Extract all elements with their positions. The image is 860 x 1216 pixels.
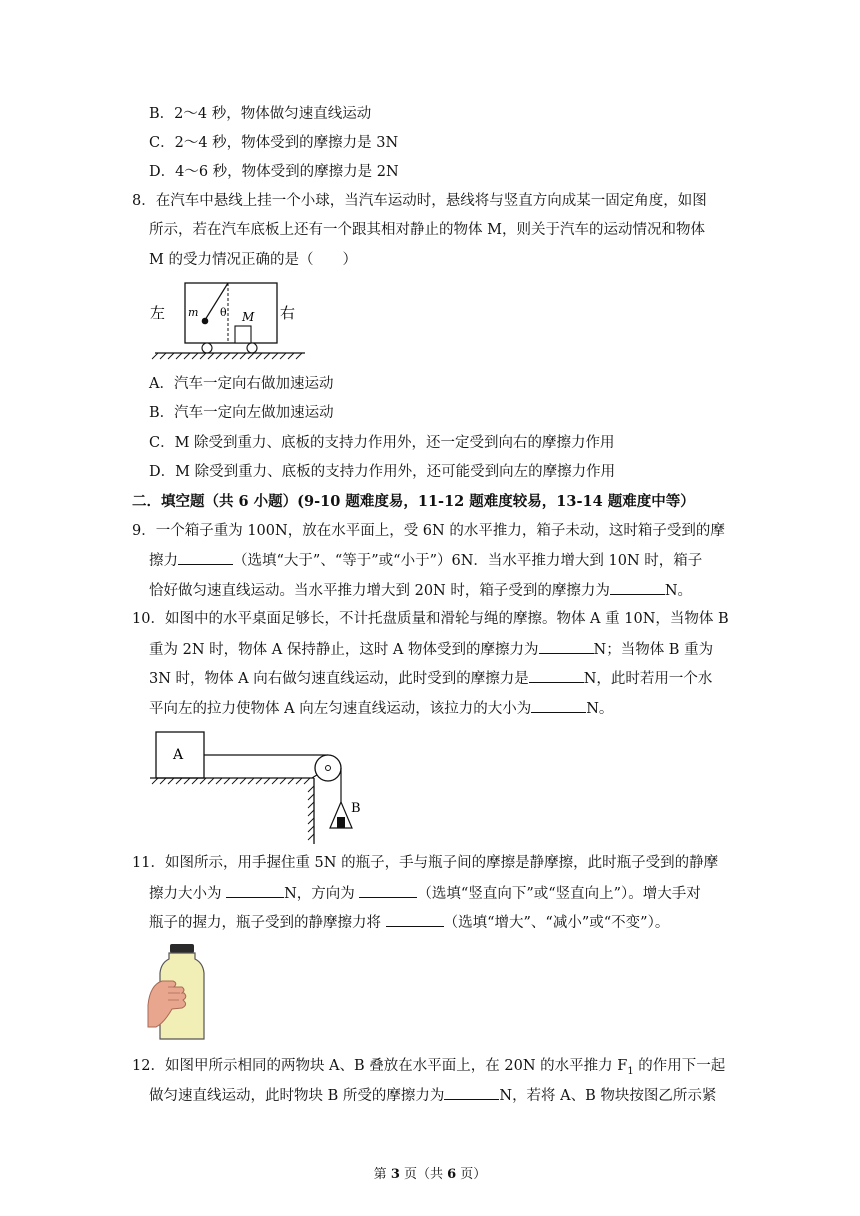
q10-line-1: 10．如图中的水平桌面足够长，不计托盘质量和滑轮与绳的摩擦。物体 A 重 10N，当物体 B	[132, 611, 729, 627]
q8-line-1: 8．在汽车中悬线上挂一个小球，当汽车运动时，悬线将与竖直方向成某一固定角度，如图	[132, 193, 707, 209]
q8-option-b: B．汽车一定向左做加速运动	[149, 405, 334, 421]
q11-line-3	[149, 912, 669, 933]
fig-label-right: 右	[280, 304, 296, 322]
q12-line-2	[149, 1085, 716, 1106]
weight-B	[337, 817, 345, 828]
q9-blank-1[interactable]	[178, 550, 233, 565]
q10-line-2	[149, 639, 713, 660]
fig-label-m: m	[188, 306, 199, 319]
footer-middle: 页（共	[399, 1167, 448, 1182]
q11-text-a: 擦力大小为	[149, 886, 227, 902]
fig-label-left: 左	[150, 304, 166, 322]
q10-text-b: N；当物体 B 重为	[593, 642, 714, 658]
q9-text-b: （选填“大于”、“等于”或“小于”）6N．当水平推力增大到 10N 时，箱子	[233, 553, 703, 569]
q12-subscript: 1	[627, 1065, 634, 1077]
q10-text-a: 重为 2N 时，物体 A 保持静止，这时 A 物体受到的摩擦力为	[149, 642, 539, 658]
wheel-right	[247, 343, 257, 353]
q12-line-1	[132, 1056, 725, 1082]
q8-option-a: A．汽车一定向右做加速运动	[149, 376, 334, 392]
q8-option-d: D．M 除受到重力、底板的支持力作用外，还可能受到向左的摩擦力作用	[149, 464, 616, 480]
q12-text-b: 的作用下一起	[633, 1058, 726, 1074]
q10-line-3	[149, 668, 712, 689]
q11-line-2	[149, 883, 701, 904]
q7-option-d: D．4～6 秒，物体受到的摩擦力是 2N	[149, 164, 399, 180]
q10-text-d: N，此时若用一个水	[583, 671, 713, 687]
ground-hatching	[152, 353, 302, 359]
q8-car-figure	[150, 280, 312, 360]
car-body	[185, 283, 277, 343]
bottle-cap	[170, 944, 194, 953]
q10-text-e: 平向左的拉力使物体 A 向左匀速直线运动，该拉力的大小为	[149, 701, 532, 717]
q9-line-3	[149, 580, 692, 601]
q11-blank-2[interactable]	[359, 883, 417, 898]
wheel-left	[202, 343, 212, 353]
pendulum-ball	[202, 318, 209, 325]
q10-text-f: N。	[586, 701, 614, 717]
q8-option-c: C．M 除受到重力、底板的支持力作用外，还一定受到向右的摩擦力作用	[149, 435, 615, 451]
q10-blank-3[interactable]	[531, 698, 586, 713]
fig-label-B: B	[351, 801, 361, 816]
q11-blank-3[interactable]	[386, 912, 444, 927]
q11-blank-1[interactable]	[226, 883, 284, 898]
fig-label-theta: θ	[220, 306, 227, 319]
pulley-wheel	[315, 755, 341, 781]
fig-label-M: M	[242, 310, 255, 324]
q12-text-d: N，若将 A、B 物块按图乙所示紧	[499, 1088, 717, 1104]
q12-text-a: 12．如图甲所示相同的两物块 A、B 叠放在水平面上，在 20N 的水平推力 F	[132, 1058, 628, 1074]
q10-blank-1[interactable]	[539, 639, 594, 654]
edge-hatching	[308, 786, 314, 840]
q9-line-1: 9．一个箱子重为 100N，放在水平面上，受 6N 的水平推力，箱子未动，这时箱子受到的摩	[132, 523, 725, 539]
q10-line-4	[149, 698, 613, 719]
q10-blank-2[interactable]	[529, 668, 584, 683]
q11-text-d: 瓶子的握力，瓶子受到的静摩擦力将	[149, 915, 386, 931]
q9-text-c: 恰好做匀速直线运动。当水平推力增大到 20N 时，箱子受到的摩擦力为	[149, 583, 610, 599]
q8-line-2: 所示，若在汽车底板上还有一个跟其相对静止的物体 M，则关于汽车的运动情况和物体	[149, 222, 705, 238]
q9-line-2	[149, 550, 702, 571]
q11-line-1: 11．如图所示，用手握住重 5N 的瓶子，手与瓶子间的摩擦是静摩擦，此时瓶子受到的静摩	[132, 855, 719, 871]
q10-pulley-figure	[150, 728, 362, 846]
block-M	[235, 326, 251, 343]
q11-text-b: N，方向为	[284, 886, 360, 902]
footer-total-pages: 6	[447, 1167, 457, 1182]
q9-text-a: 擦力	[149, 553, 178, 569]
q11-text-c: （选填“竖直向下”或“竖直向上”）。增大手对	[417, 886, 701, 902]
q7-option-c: C．2～4 秒，物体受到的摩擦力是 3N	[149, 135, 399, 151]
q10-text-c: 3N 时，物体 A 向右做匀速直线运动，此时受到的摩擦力是	[149, 671, 529, 687]
footer-page-number: 3	[390, 1167, 400, 1182]
q9-text-d: N。	[664, 583, 693, 599]
footer-prefix: 第	[373, 1167, 391, 1182]
q8-line-3: M 的受力情况正确的是（ ）	[149, 252, 357, 268]
q11-text-e: （选填“增大”、“减小”或“不变”）。	[443, 915, 670, 931]
page-footer	[0, 1163, 860, 1182]
q12-text-c: 做匀速直线运动，此时物块 B 所受的摩擦力为	[149, 1088, 445, 1104]
section-2-heading: 二．填空题（共 6 小题）(9-10 题难度易，11-12 题难度较易，13-14 题难度中等）	[132, 493, 695, 510]
footer-suffix: 页）	[456, 1167, 487, 1182]
q7-option-b: B．2～4 秒，物体做匀速直线运动	[149, 106, 372, 122]
q9-blank-2[interactable]	[610, 580, 665, 595]
q11-bottle-figure	[146, 943, 212, 1041]
fig-label-A: A	[173, 747, 184, 763]
table-hatching	[152, 778, 310, 784]
q12-blank-1[interactable]	[444, 1085, 499, 1100]
